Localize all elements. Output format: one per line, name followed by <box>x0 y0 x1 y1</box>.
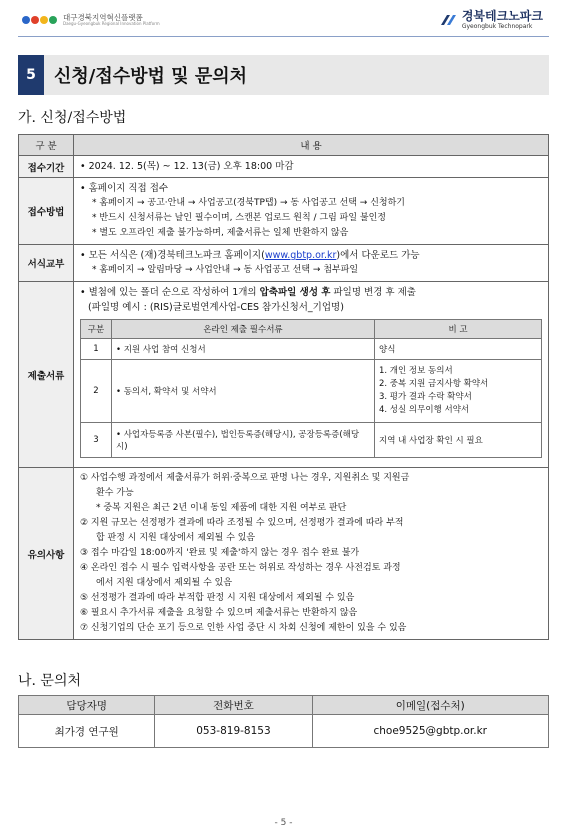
technopark-name-en: Gyeongbuk Technopark <box>461 22 533 30</box>
header-org-name: 대구경북지역혁신플랫폼 Daegu-Gyeongbuk Regional Innovation Platform <box>63 13 160 27</box>
method-line: • 홈페이지 직접 접수 <box>80 183 169 194</box>
note-line: ⑤ 선정평가 결과에 따라 부적합 판정 시 지원 대상에서 제외될 수 있음 <box>80 593 355 603</box>
note-line: * 중복 지원은 최근 2년 이내 동일 제품에 대한 지원 여부로 판단 <box>96 503 347 513</box>
note-line: 환수 가능 <box>96 488 134 498</box>
page-number: - 5 - <box>274 818 293 828</box>
table-row: 1 • 지원 사업 참여 신청서 양식 <box>81 339 542 360</box>
docs-header-note: 비 고 <box>375 320 542 339</box>
table-row-period <box>19 156 549 178</box>
table-row <box>19 715 549 748</box>
forms-sub-line: * 홈페이지 → 알림마당 → 사업안내 → 동 사업공고 선택 → 첨부파일 <box>92 265 359 275</box>
table-row-forms <box>19 245 549 282</box>
table-row-documents <box>19 282 549 468</box>
contact-header-name: 담당자명 <box>19 696 155 715</box>
technopark-name: 경북테크노파크 <box>461 9 543 23</box>
method-line: * 홈페이지 → 공고·안내 → 사업공고(경북TP탭) → 동 사업공고 선택 → 신청하기 <box>92 198 405 208</box>
note-line: ① 사업수행 과정에서 제출서류가 허위·중복으로 판명 나는 경우, 지원취소 및 지원금 <box>80 473 410 483</box>
header-divider <box>18 36 549 37</box>
application-table <box>18 134 549 640</box>
contact-name: 최가경 연구원 <box>19 715 155 748</box>
subheading-apply: 가. 신청/접수방법 <box>18 110 127 126</box>
contact-table <box>18 695 549 748</box>
contact-email[interactable]: choe9525@gbtp.or.kr <box>312 715 549 748</box>
note-line: ② 지원 규모는 선정평가 결과에 따라 조정될 수 있으며, 선정평가 결과에 따라 부적 <box>80 518 404 528</box>
platform-logo-icon <box>22 16 57 24</box>
documents-filename-example: (파일명 예시 : (RIS)글로벌연계사업-CES 참가신청서_기업명) <box>88 302 344 313</box>
method-label: 접수방법 <box>19 178 74 245</box>
header-left-logo <box>22 14 160 27</box>
subheading-contact: 나. 문의처 <box>18 673 81 689</box>
note-line: 합 판정 시 지원 대상에서 제외될 수 있음 <box>96 533 256 543</box>
forms-label: 서식교부 <box>19 245 74 282</box>
contact-header-email: 이메일(접수처) <box>312 696 549 715</box>
note-line: ③ 접수 마감일 18:00까지 '완료 및 제출'하지 않는 경우 접수 완료 불가 <box>80 548 360 558</box>
section-title: 신청/접수방법 및 문의처 <box>54 66 247 87</box>
note-line: 에서 지원 대상에서 제외될 수 있음 <box>96 578 233 588</box>
table-row-method <box>19 178 549 245</box>
required-documents-table <box>80 319 542 458</box>
technopark-logo-icon <box>440 12 458 28</box>
forms-line: • 모든 서식은 (재)경북테크노파크 홈페이지(www.gbtp.or.kr)에서 다운로드 가능 <box>80 250 420 261</box>
contact-header-phone: 전화번호 <box>155 696 312 715</box>
section-number: 5 <box>18 55 44 95</box>
note-line: ④ 온라인 접수 시 필수 입력사항을 공란 또는 허위로 작성하는 경우 사전검토 과정 <box>80 563 401 573</box>
method-line: * 반드시 신청서류는 날인 필수이며, 스캔본 업로드 원칙 / 그림 파일 불인정 <box>92 213 386 223</box>
table-header-category: 구 분 <box>19 135 74 156</box>
table-header-content: 내 용 <box>74 135 549 156</box>
table-row-notes <box>19 468 549 640</box>
header-right-logo <box>440 10 543 30</box>
section-banner <box>18 55 549 95</box>
note-line: ⑥ 필요시 추가서류 제출을 요청할 수 있으며 제출서류는 반환하지 않음 <box>80 608 358 618</box>
method-line: * 별도 오프라인 제출 불가능하며, 제출서류는 일체 반환하지 않음 <box>92 228 349 238</box>
notes-label: 유의사항 <box>19 468 74 640</box>
note-line: ⑦ 신청기업의 단순 포기 등으로 인한 사업 중단 시 차회 신청에 제한이 있을 수 있음 <box>80 623 407 633</box>
docs-header-no: 구분 <box>81 320 112 339</box>
period-text: • 2024. 12. 5(목) ~ 12. 13(금) 오후 18:00 마감 <box>80 161 294 172</box>
documents-label: 제출서류 <box>19 282 74 468</box>
docs-header-doc: 온라인 제출 필수서류 <box>112 320 375 339</box>
contact-phone: 053-819-8153 <box>155 715 312 748</box>
period-label: 접수기간 <box>19 156 74 178</box>
gbtp-homepage-link[interactable]: www.gbtp.or.kr <box>264 250 337 261</box>
documents-intro: • 별첨에 있는 폴더 순으로 작성하여 1개의 압축파일 생성 후 파일명 변경 후 제출 <box>80 287 416 298</box>
table-row: 2 • 동의서, 확약서 및 서약서 1. 개인 정보 동의서 2. 중복 지원 금지사항 확약서 3. 평가 결과 수락 확약서 4. 성실 의무이행 서약서 <box>81 360 542 423</box>
table-row: 3 • 사업자등록증 사본(필수), 법인등록증(해당시), 공장등록증(해당시) 지역 내 사업장 확인 시 필요 <box>81 423 542 458</box>
